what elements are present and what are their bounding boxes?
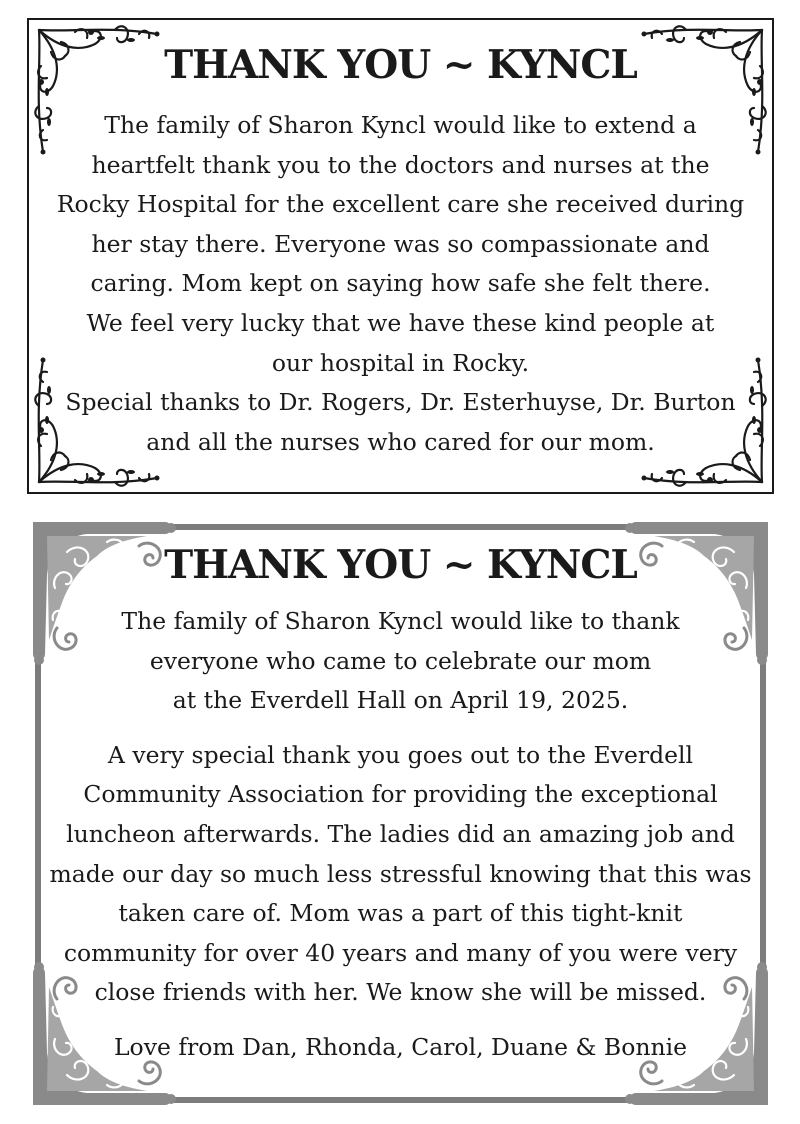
ad-title: THANK YOU ~ KYNCL bbox=[164, 42, 637, 88]
text-line: Rocky Hospital for the excellent care she received during bbox=[56, 190, 745, 219]
text-line: close friends with her. We know she will be missed. bbox=[94, 978, 707, 1007]
ad-paragraph bbox=[29, 106, 772, 462]
thank-you-ad-celebration bbox=[27, 516, 774, 1111]
text-line: at the Everdell Hall on April 19, 2025. bbox=[172, 686, 629, 715]
text-line: our hospital in Rocky. bbox=[271, 348, 530, 377]
text-line: taken care of. Mom was a part of this tight-knit bbox=[118, 899, 683, 928]
text-line: everyone who came to celebrate our mom bbox=[149, 646, 652, 675]
text-line: heartfelt thank you to the doctors and nurses at the bbox=[91, 150, 710, 179]
ad-paragraph bbox=[27, 602, 774, 721]
text-line: made our day so much less stressful knowing that this was bbox=[49, 859, 752, 888]
text-line: Love from Dan, Rhonda, Carol, Duane & Bonnie bbox=[113, 1032, 688, 1061]
ad-body bbox=[27, 602, 774, 1068]
text-line: The family of Sharon Kyncl would like to extend a bbox=[104, 111, 697, 139]
text-line: luncheon afterwards. The ladies did an amazing job and bbox=[66, 819, 735, 848]
thank-you-ad-hospital bbox=[27, 18, 774, 494]
ad-signature bbox=[27, 1028, 774, 1068]
ad-body bbox=[29, 106, 772, 462]
text-line: community for over 40 years and many of you were very bbox=[63, 938, 738, 967]
text-line: The family of Sharon Kyncl would like to thank bbox=[121, 607, 680, 635]
text-line: We feel very lucky that we have these kind people at bbox=[86, 308, 715, 337]
text-line: A very special thank you goes out to the Everdell bbox=[107, 740, 694, 769]
text-line: caring. Mom kept on saying how safe she felt there. bbox=[90, 269, 711, 298]
text-line: her stay there. Everyone was so compassionate and bbox=[91, 229, 710, 258]
frame-bottom-bar bbox=[172, 1097, 629, 1103]
text-line: and all the nurses who cared for our mom. bbox=[146, 427, 655, 456]
text-line: Community Association for providing the exceptional bbox=[83, 780, 718, 809]
ad-paragraph bbox=[27, 736, 774, 1013]
ad-title: THANK YOU ~ KYNCL bbox=[164, 542, 637, 588]
frame-top-bar bbox=[172, 524, 629, 530]
text-line: Special thanks to Dr. Rogers, Dr. Esterhuyse, Dr. Burton bbox=[65, 388, 736, 417]
